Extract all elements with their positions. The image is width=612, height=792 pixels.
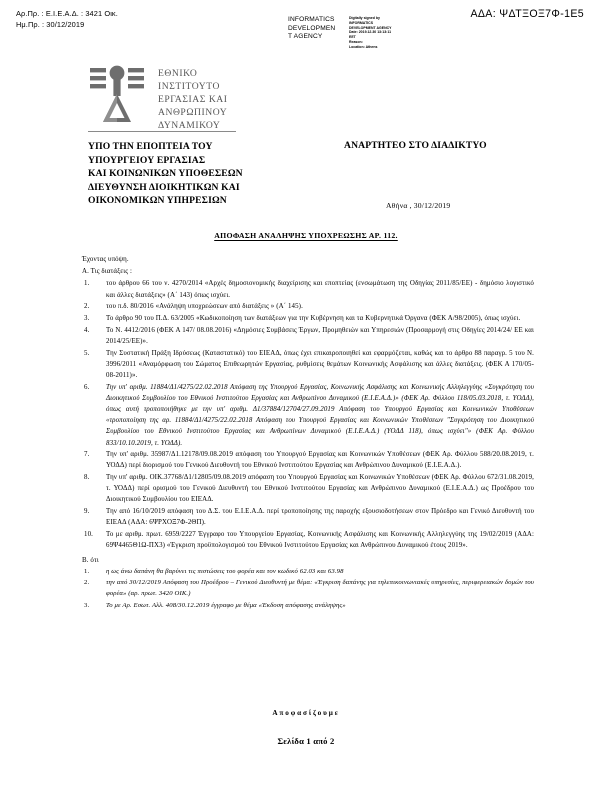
signature-agency-name	[288, 16, 346, 42]
signature-detail-3: DEVELOPMENT AGENCY	[349, 25, 392, 30]
list-item	[82, 506, 534, 528]
signature-detail-7: Location: Athens	[349, 44, 378, 49]
section-b-label: Β. ότι	[82, 556, 99, 564]
item-text: Την υπ' αριθμ. 11884/Δ1/4275/22.02.2018 Απόφαση της Υπουργού Εργασίας, Κοινωνικής Ασφάλισης και Κοινωνικής Αλληλεγγύης «Συγκρότηση του Διοικητικού Συμβουλίου του Εθνικού Ινστιτούτου Εργασίας και Ανθρωπίνου Δυναμικού (Ε.Ι.Ε.Α.Δ.)» (ΦΕΚ Αρ. Φύλλου 118/05.03.2018, τ. ΥΟΔΔ), όπως αυτή τροποποιήθηκε με την υπ' αριθμ. Δ1/37884/12704/27.09.2019 Απόφαση του Υπουργού Εργασίας και Κοινωνικών Υποθέσεων «τροποποίηση της αρ. 11884/Δ1/4275/22.02.2018 Απόφαση του Υπουργού Εργασίας και Κοινωνικών Υποθέσεων "Συγκρότηση του Διοικητικού Συμβουλίου του Εθνικού Ινστιτούτου Εργασίας και Ανθρωπίνων Δυναμικού (Ε.Ι.Ε.Α.Δ.) (ΥΟΔΔ 118), όπως ισχύει"» (ΦΕΚ Αρ. Φύλλου 833/10.10.2019, τ. ΥΟΔΔ).	[106, 383, 534, 447]
item-text: του άρθρου 66 του ν. 4270/2014 «Αρχές δημοσιονομικής διαχείρισης και εποπτείας (ενσωμάτωση της Οδηγίας 2011/85/ΕΕ) - δημόσιο λογιστικό και άλλες διατάξεις» (Α΄ 143) όπως ισχύει.	[106, 280, 534, 299]
ministry-line-3: ΚΑΙ ΚΟΙΝΩΝΙΚΩΝ ΥΠΟΘΕΣΕΩΝ	[88, 168, 243, 180]
list-item	[82, 472, 534, 506]
institute-name	[158, 64, 228, 132]
page-number: Σελίδα 1 από 2	[277, 736, 335, 746]
item-text: Το με Αρ. Εσωτ. Αλλ. 408/30.12.2019 έγγραφο με θέμα «Έκδοση απόφασης ανάληψης»	[106, 601, 346, 609]
list-item	[82, 567, 534, 578]
document-body	[82, 254, 534, 612]
page-title-text: ΑΠΟΦΑΣΗ ΑΝΑΛΗΨΗΣ ΥΠΟΧΡΕΩΣΗΣ ΑΡ. 112.	[214, 231, 398, 240]
preamble-text: Έχοντας υπόψη.	[82, 256, 129, 263]
item-text: του π.δ. 80/2016 «Ανάληψη υποχρεώσεων από διατάξεις » (Α΄ 145).	[106, 303, 303, 311]
section-a-label: Α. Τις διατάξεις :	[82, 268, 133, 276]
item-number: 5.	[84, 349, 90, 357]
protocol-number: Αρ.Πρ. : Ε.Ι.Ε.Α.Δ. : 3421 Οικ.	[16, 9, 118, 18]
item-number: 9.	[84, 508, 90, 516]
signature-details	[349, 16, 411, 50]
list-item	[82, 449, 534, 471]
ada-code: ΑΔΑ: ΨΔΤΞΟΞ7Φ-1Ε5	[470, 8, 584, 20]
list-item	[82, 325, 534, 347]
institute-logo	[88, 64, 228, 132]
item-number: 1.	[84, 280, 90, 288]
ministry-line-2: ΥΠΟΥΡΓΕΙΟΥ ΕΡΓΑΣΙΑΣ	[88, 154, 206, 166]
supervising-ministry-block	[88, 140, 243, 208]
signature-agency-line-1: INFORMATICS	[288, 16, 335, 23]
item-number: 7.	[84, 451, 90, 459]
signature-detail-5: EET	[349, 35, 356, 40]
institute-name-line-4: ΑΝΘΡΩΠΙΝΟΥ	[158, 107, 228, 119]
institute-name-line-2: ΙΝΣΤΙΤΟΥΤΟ	[158, 81, 220, 93]
institute-name-line-5: ΔΥΝΑΜΙΚΟΥ	[158, 120, 221, 132]
item-text: Το Ν. 4412/2016 (ΦΕΚ Α 147/ 08.08.2016) «Δημόσιες Συμβάσεις Έργων, Προμηθειών και Υπηρεσιών (Προσαρμογή στις Οδηγίες 2014/24/ ΕΕ και 2014/25/ΕΕ)».	[106, 326, 534, 345]
signature-detail-2: INFORMATICS	[349, 20, 374, 25]
section-a-list	[82, 278, 534, 551]
ministry-line-1: ΥΠΟ ΤΗΝ ΕΠΟΠΤΕΙΑ ΤΟΥ	[88, 141, 213, 152]
publish-online-notice: ΑΝΑΡΤΗΤΕΟ ΣΤΟ ΔΙΑΔΙΚΤΥΟ	[344, 140, 487, 151]
section-b-list	[82, 567, 534, 611]
item-text: Το άρθρο 90 του Π.Δ. 63/2005 «Κωδικοποίηση των διατάξεων για την Κυβέρνηση και τα Κυβερνητικά Όργανα (ΦΕΚ Α/98/2005), όπως ισχύει.	[106, 314, 521, 322]
list-item	[82, 529, 534, 551]
ministry-line-5: ΟΙΚΟΝΟΜΙΚΩΝ ΥΠΗΡΕΣΙΩΝ	[88, 195, 227, 207]
protocol-date: Ημ.Πρ. : 30/12/2019	[16, 20, 85, 30]
item-number: 3.	[84, 601, 90, 609]
decision-keyword: Αποφασίζουμε	[272, 709, 340, 717]
item-text: Την υπ' αριθμ. ΟΙΚ.37768/Δ1/12805/09.08.2019 απόφαση του Υπουργού Εργασίας και Κοινωνικών Υποθέσεων (ΦΕΚ Αρ. Φύλλου 672/31.08.2019, τ. ΥΟΔΔ) περί ορισμού του Γενικού Διευθυντή του Εθνικού Ινστιτούτου Εργασίας και Ανθρώπινου Δυναμικού (Ε.Ι.Ε.Α.Δ.) ως Προέδρου του Διοικητικού Συμβουλίου του ΕΙΕΑΔ.	[106, 474, 534, 504]
item-number: 8.	[84, 474, 90, 482]
institute-name-line-3: ΕΡΓΑΣΙΑΣ ΚΑΙ	[158, 94, 228, 106]
item-text: Την υπ' αριθμ. 35987/Δ1.12178/09.08.2019 απόφαση του Υπουργού Εργασίας και Κοινωνικών Υποθέσεων (ΦΕΚ Αρ. Φύλλου 588/20.08.2019, τ. ΥΟΔΔ) περί διορισμού του Γενικού Διευθυντή του Εθνικού Ινστιτούτου Εργασίας και Ανθρώπινου Δυναμικού (Ε.Ι.Ε.Α.Δ.).	[106, 451, 534, 470]
item-text: την από 30/12/2019 Απόφαση του Προέδρου – Γενικού Διευθυντή με θέμα: «Έγκριση δαπάνης για τηλεπικοινωνιακές υπηρεσίες, περιφερειακών δομών του φορέα» (αρ. πρωτ. 3420 ΟΙΚ.)	[106, 579, 534, 598]
item-number: 4.	[84, 326, 90, 334]
signature-detail-1: Digitally signed by	[349, 16, 380, 20]
list-item	[82, 348, 534, 382]
list-item	[82, 313, 534, 324]
page-title	[0, 231, 612, 240]
list-item	[82, 578, 534, 600]
item-text: η ως άνω δαπάνη θα βαρύνει τις πιστώσεις του φορέα και τον κωδικό 62.03 και 63.98	[106, 568, 344, 576]
ministry-line-4: ΔΙΕΥΘΥΝΣΗ ΔΙΟΙΚΗΤΙΚΩΝ ΚΑΙ	[88, 181, 240, 193]
signature-detail-6: Reason:	[349, 40, 363, 45]
item-text: Την Συστατική Πράξη Ιδρύσεως (Καταστατικό) του ΕΙΕΑΔ, όπως έχει επικαιροποιηθεί και εφαρμόζεται, καθώς και το άρθρο 88 παραγρ. 5 του Ν. 3996/2011 «Αναμόρφωση του Σώματος Επιθεωρητών Εργασίας, ρυθμίσεις θεμάτων Κοινωνικής Ασφάλισης και άλλες διατάξεις. (ΦΕΚ Α 170/05-08-2011)».	[106, 349, 534, 379]
protocol-meta	[16, 8, 118, 31]
item-number: 1.	[84, 568, 90, 576]
item-text: Το με αριθμ. πρωτ. 6959/2227 Έγγραφο του Υπουργείου Εργασίας, Κοινωνικής Ασφάλισης και Κοινωνικής Αλληλεγγύης της 19/02/2019 (ΑΔΑ: 69Ψ4465Θ1Ω-ΠΧ3) «Έγκριση προϋπολογισμού του Εθνικού Ινστιτούτου Εργασίας και Ανθρώπινου Δυναμικού έτους 2019».	[106, 531, 534, 550]
list-item	[82, 601, 534, 612]
item-number: 3.	[84, 314, 90, 322]
item-number: 2.	[84, 303, 90, 311]
signature-agency-line-3: T AGENCY	[288, 33, 323, 41]
logo-divider	[88, 131, 236, 132]
item-text: Την από 16/10/2019 απόφαση του Δ.Σ. του Ε.Ι.Ε.Α.Δ. περί τροποποίησης της παροχής εξουσιοδοτήσεων στον Πρόεδρο και Γενικό Διευθυντή του ΕΙΕΑΔ (ΑΔΑ: 6ΨΡΧΟΞ7Φ-2ΘΠ).	[106, 508, 534, 527]
place-and-date: Αθήνα , 30/12/2019	[386, 201, 451, 210]
list-item	[82, 301, 534, 312]
signature-agency-line-2: DEVELOPMEN	[288, 24, 336, 32]
institute-name-line-1: ΕΘΝΙΚΟ	[158, 68, 198, 79]
eiead-emblem-icon	[88, 64, 148, 126]
item-number: 2.	[84, 579, 90, 587]
list-item	[82, 382, 534, 449]
list-item	[82, 278, 534, 300]
digital-signature-stamp	[288, 16, 411, 50]
signature-detail-4: Date: 2019.12.30 13:13:11	[349, 30, 392, 35]
item-number: 10.	[84, 531, 93, 538]
item-number: 6.	[84, 383, 90, 391]
